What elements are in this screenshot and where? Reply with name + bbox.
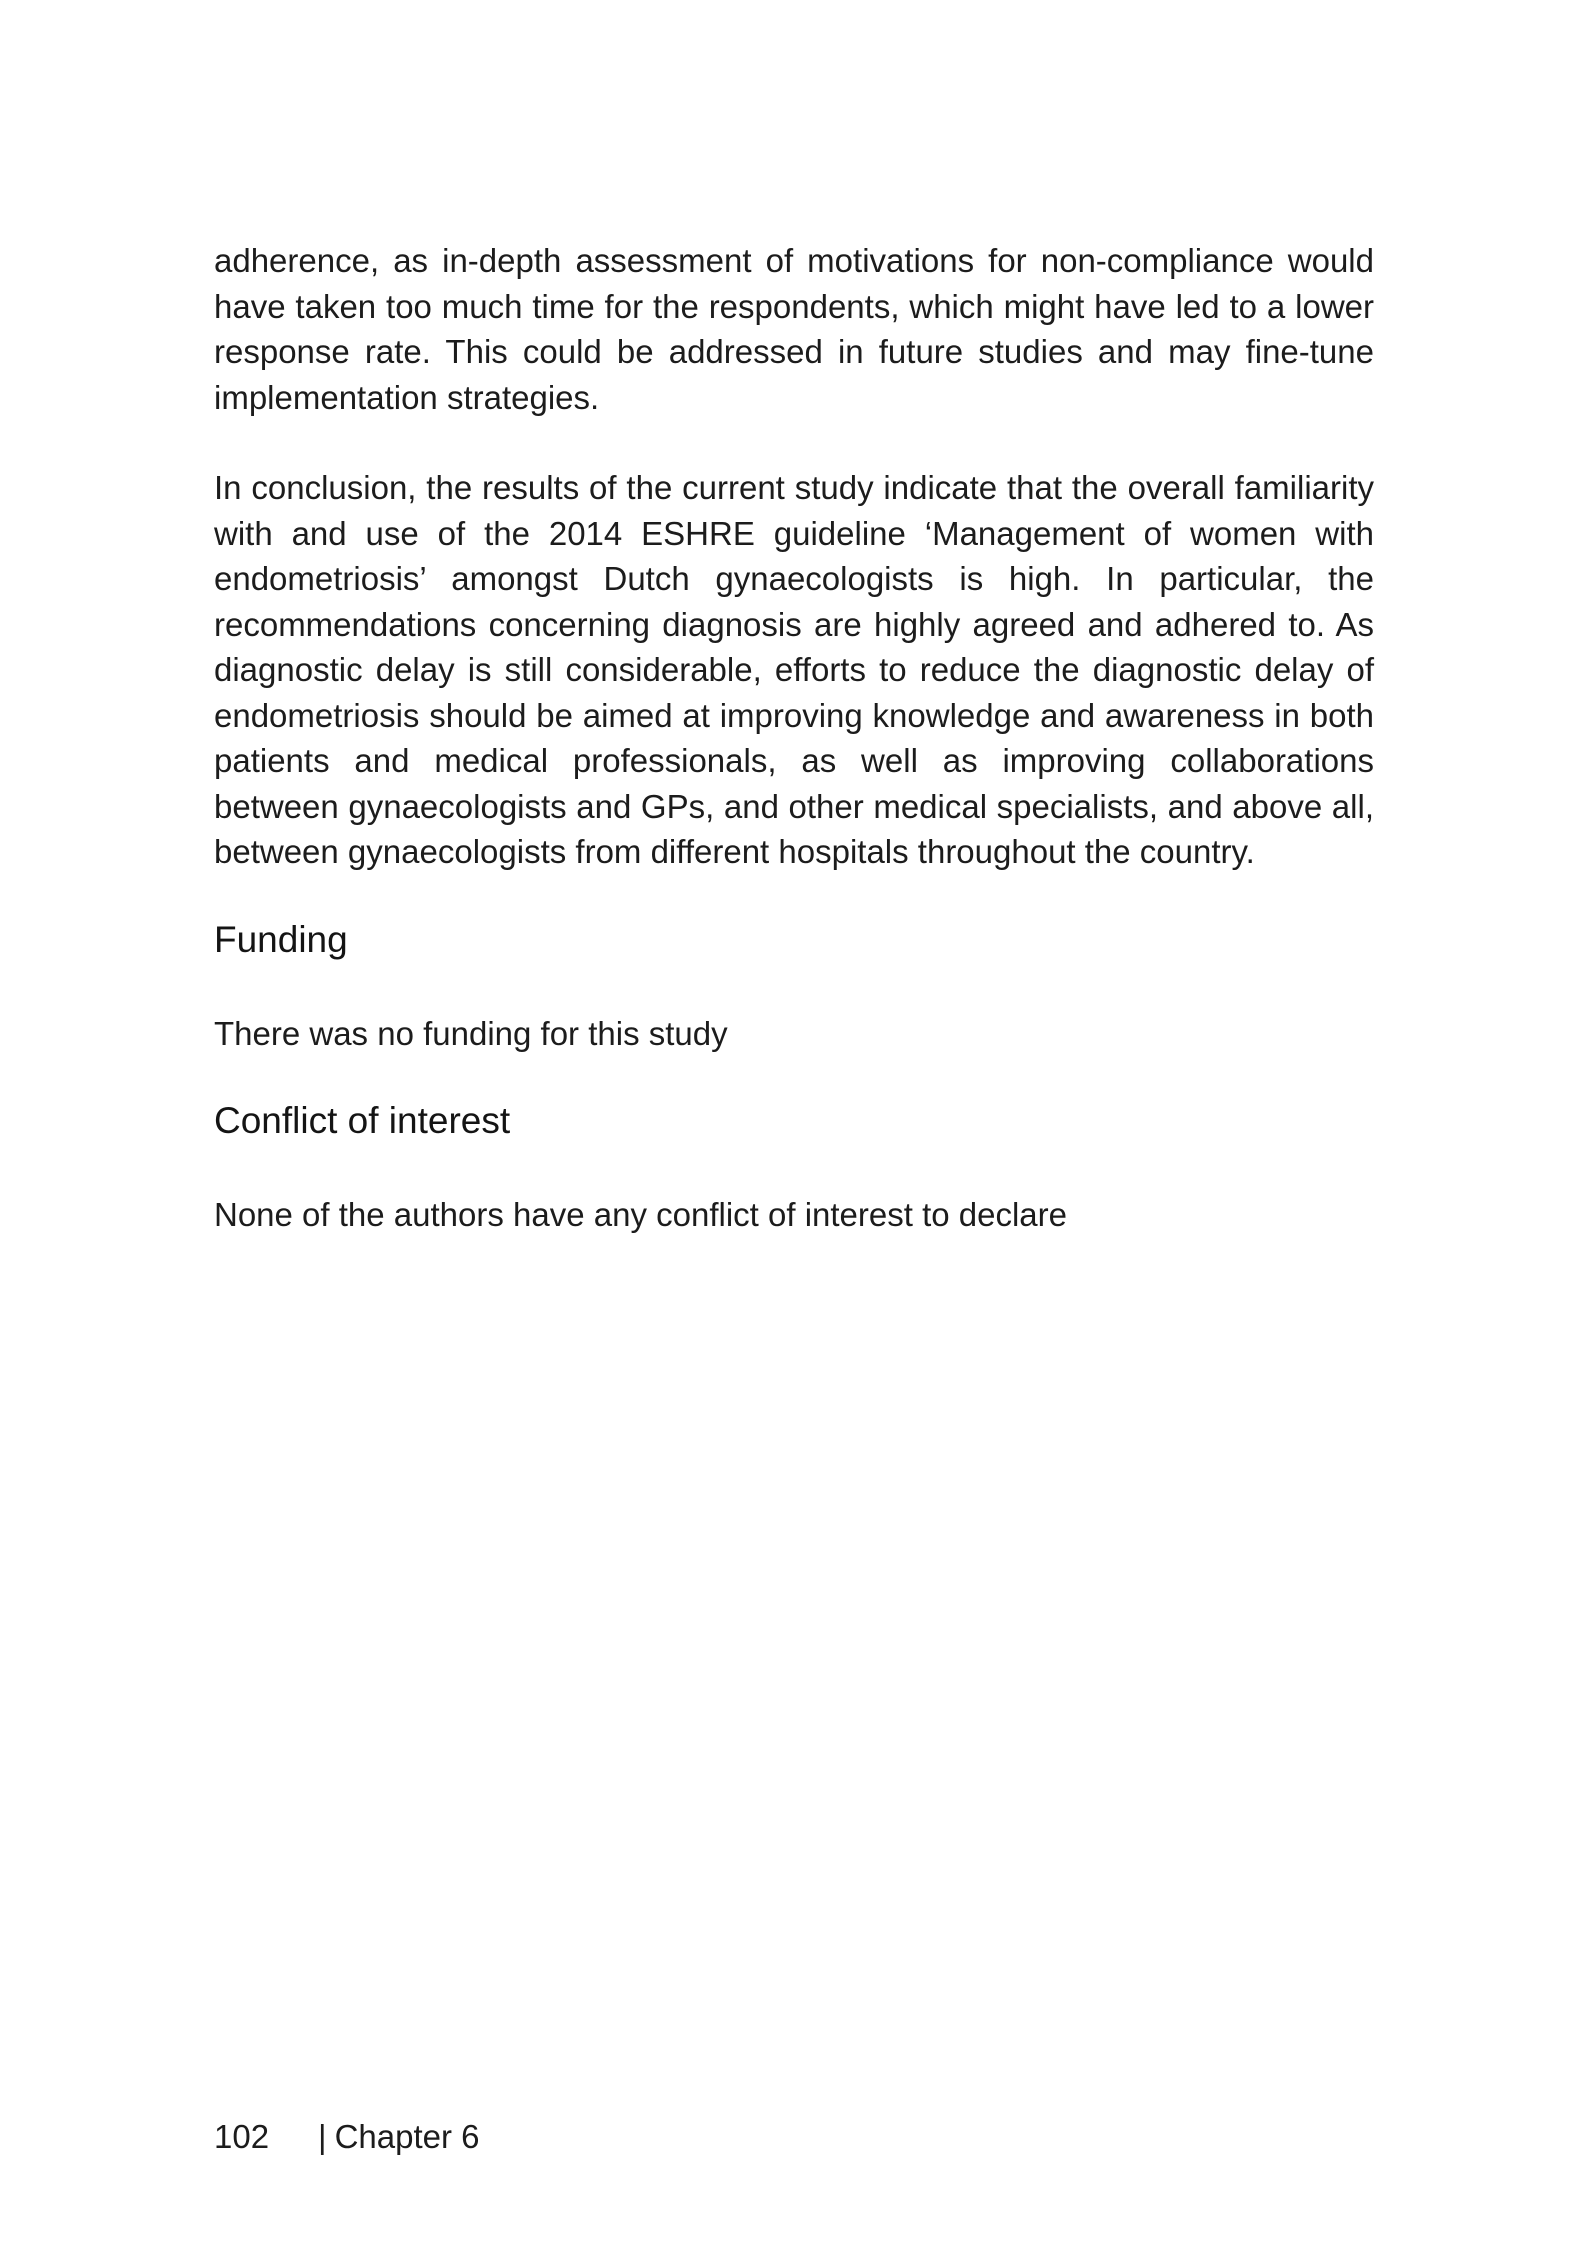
paragraph-continuation: adherence, as in-depth assessment of motivations for non-compliance would have taken too much time for the respondents, which might have led to a lower response rate. This could be addressed in future studies and may fine-tune implementation strategies. — [214, 242, 1374, 416]
footer-separator: | — [318, 2118, 327, 2155]
page-number: 102 — [214, 2118, 270, 2155]
page-footer — [214, 2114, 480, 2159]
chapter-label: Chapter 6 — [334, 2118, 480, 2155]
funding-text: There was no funding for this study — [214, 1015, 728, 1052]
paragraph-conclusion: In conclusion, the results of the current study indicate that the overall familiarity with and use of the 2014 ESHRE guideline ‘Management of women with endometriosis’ amongst Dutch gynaecologists is high. In particular, the recommendations concerning diagnosis are highly agreed and adhered to. As diagnostic delay is still considerable, efforts to reduce the diagnostic delay of endometriosis should be aimed at improving knowledge and awareness in both patients and medical professionals, as well as improving collaborations between gynaecologists and GPs, and other medical specialists, and above all, between gynaecologists from different hospitals throughout the country. — [214, 469, 1374, 870]
conflict-of-interest-heading: Conflict of interest — [214, 1100, 511, 1141]
conflict-of-interest-text: None of the authors have any conflict of interest to declare — [214, 1196, 1068, 1233]
funding-heading: Funding — [214, 919, 348, 960]
